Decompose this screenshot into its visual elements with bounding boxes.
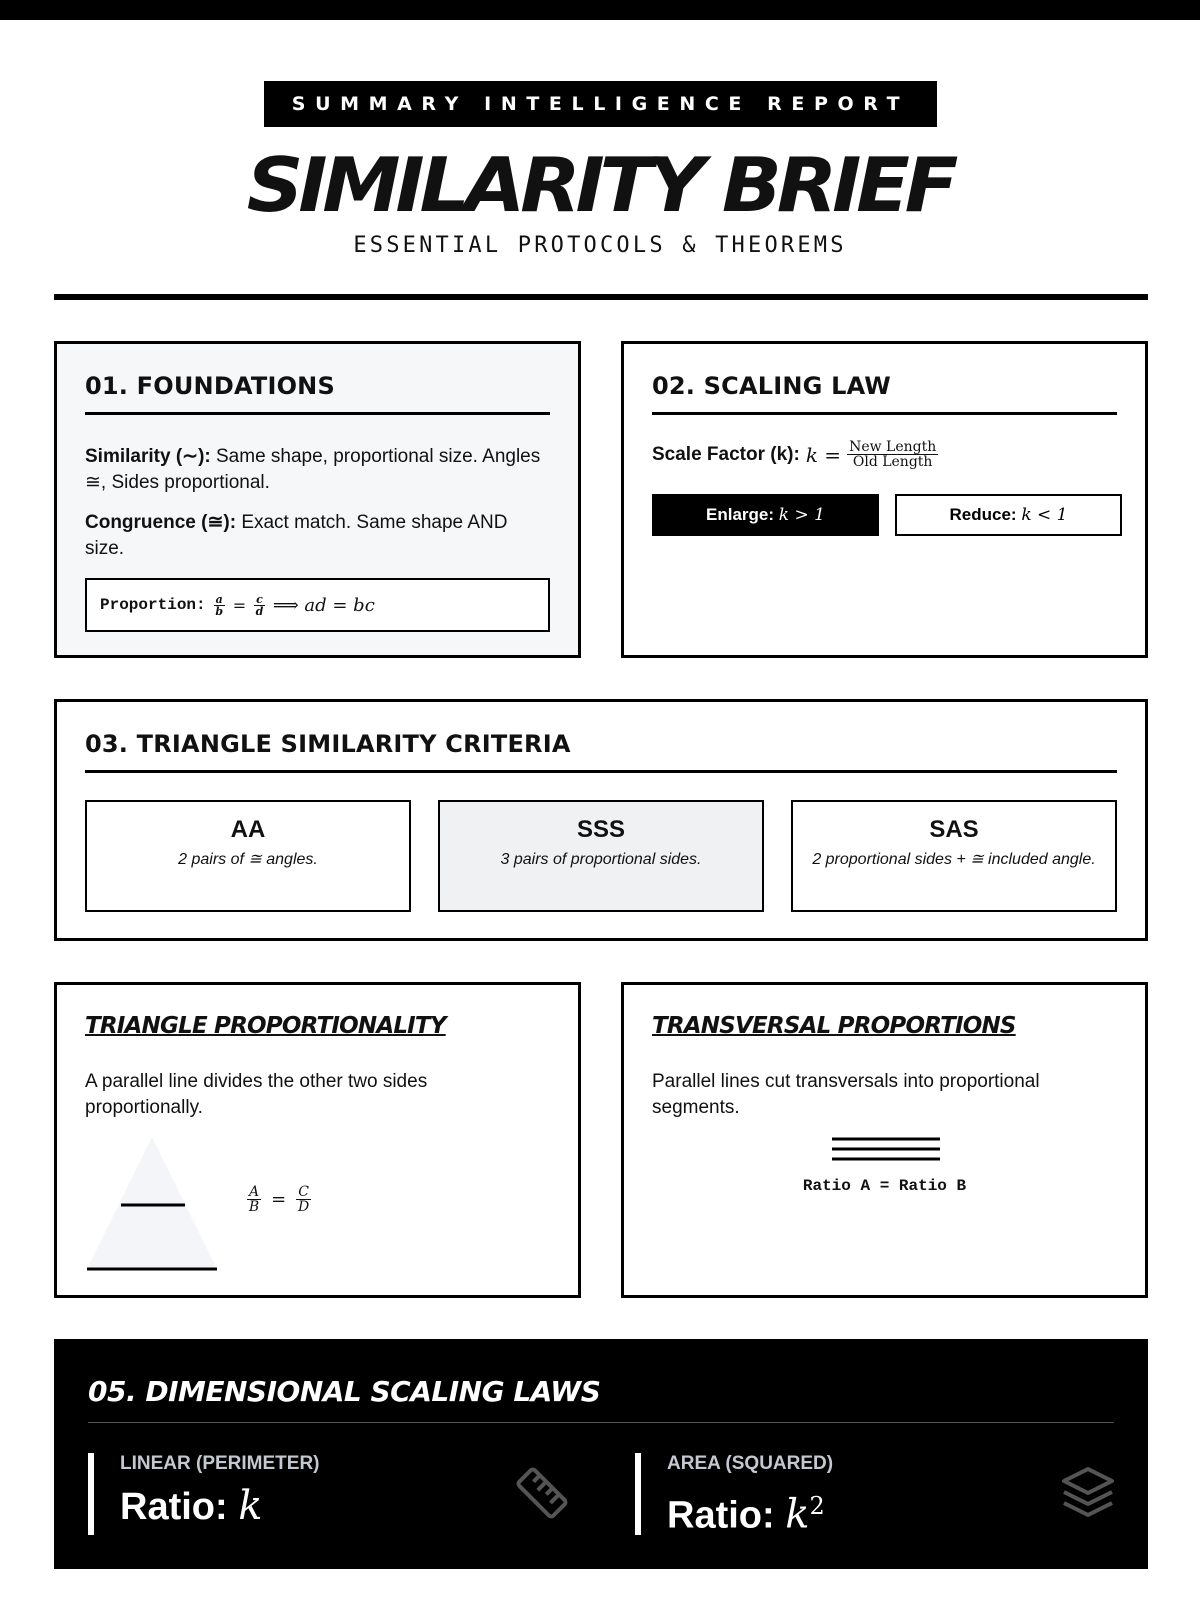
criterion-desc: 2 proportional sides + ≅ included angle. xyxy=(812,851,1096,868)
congruence-definition xyxy=(85,510,550,562)
frac-a: a xyxy=(215,592,223,606)
frac-c: c xyxy=(256,592,263,606)
criteria-card xyxy=(54,699,1148,941)
area-value xyxy=(667,1481,833,1541)
dimensional-heading: 05. DIMENSIONAL SCALING LAWS xyxy=(88,1375,1114,1423)
area-label: AREA (SQUARED) xyxy=(667,1453,834,1474)
transversal-card xyxy=(621,982,1148,1298)
triangle-shape xyxy=(87,1137,217,1269)
fraction-a-over-b xyxy=(247,1185,261,1214)
num-c: C xyxy=(298,1184,309,1200)
area-exponent: 2 xyxy=(809,1492,825,1520)
similarity-text: Same shape, proportional size. Angles ≅, Sides proportional. xyxy=(85,446,541,493)
linear-value-math: k xyxy=(238,1483,263,1529)
proportion-label: Proportion: xyxy=(100,596,206,614)
area-scaling-item xyxy=(635,1453,834,1538)
proportion-box xyxy=(85,578,550,632)
header-divider xyxy=(54,294,1148,300)
criterion-desc: 2 pairs of ≅ angles. xyxy=(178,851,318,868)
enlarge-badge xyxy=(652,494,879,536)
similarity-term: Similarity (∼): xyxy=(85,446,211,467)
layers-icon xyxy=(1060,1465,1116,1521)
proportion-result: ⟹ ad = bc xyxy=(272,594,375,616)
congruence-text: Exact match. Same shape AND size. xyxy=(85,512,508,559)
triangle-diagram xyxy=(87,1137,217,1272)
scale-numerator: New Length xyxy=(849,439,937,455)
fraction-c-over-d xyxy=(296,1185,311,1214)
reduce-math: k < 1 xyxy=(1021,505,1068,525)
linear-value xyxy=(120,1481,320,1532)
linear-label: LINEAR (PERIMETER) xyxy=(120,1453,320,1474)
scaling-card xyxy=(621,341,1148,658)
transversal-text: Parallel lines cut transversals into proportional segments. xyxy=(652,1071,1040,1118)
area-value-prefix: Ratio: xyxy=(667,1494,775,1537)
scale-fraction xyxy=(847,440,938,469)
linear-value-prefix: Ratio: xyxy=(120,1486,228,1528)
reduce-badge xyxy=(895,494,1122,536)
triangle-ratio xyxy=(247,1185,311,1214)
criterion-title: AA xyxy=(230,816,266,843)
parallel-lines-diagram xyxy=(832,1136,940,1164)
page-title: SIMILARITY BRIEF xyxy=(246,141,954,229)
ruler-icon xyxy=(514,1465,570,1521)
scale-factor-formula xyxy=(652,440,938,469)
area-value-math: k xyxy=(785,1491,810,1538)
report-kicker: SUMMARY INTELLIGENCE REPORT xyxy=(264,81,937,127)
triangle-proportionality-card xyxy=(54,982,581,1298)
congruence-term: Congruence (≅): xyxy=(85,512,237,533)
scale-denominator: Old Length xyxy=(852,454,933,470)
criterion-sss xyxy=(438,800,764,912)
scale-factor-label: Scale Factor (k): xyxy=(652,443,800,465)
triangle-proportionality-heading: TRIANGLE PROPORTIONALITY xyxy=(85,1013,446,1039)
equals-sign: = xyxy=(232,595,247,615)
reduce-label: Reduce: xyxy=(949,505,1017,524)
criterion-title: SSS xyxy=(576,816,626,843)
fraction-c-d xyxy=(254,594,265,617)
enlarge-label: Enlarge: xyxy=(706,505,775,524)
k-equals: k = xyxy=(805,442,842,467)
transversal-ratio: Ratio A = Ratio B xyxy=(802,1177,967,1195)
page-subtitle: ESSENTIAL PROTOCOLS & THEOREMS xyxy=(353,233,847,258)
den-b: B xyxy=(248,1199,260,1215)
criterion-title: SAS xyxy=(929,816,979,843)
foundations-card xyxy=(54,341,581,658)
criterion-sas xyxy=(791,800,1117,912)
den-d: D xyxy=(297,1199,310,1215)
frac-d: d xyxy=(255,604,264,618)
dimensional-panel xyxy=(54,1339,1148,1569)
top-bar xyxy=(0,0,1200,20)
scaling-heading: 02. SCALING LAW xyxy=(652,372,1117,415)
enlarge-math: k > 1 xyxy=(778,505,825,525)
triangle-proportionality-text: A parallel line divides the other two sides proportionally. xyxy=(85,1071,428,1118)
foundations-heading: 01. FOUNDATIONS xyxy=(85,372,550,415)
fraction-a-b xyxy=(214,594,225,617)
frac-b: b xyxy=(215,604,224,618)
criteria-heading: 03. TRIANGLE SIMILARITY CRITERIA xyxy=(85,730,1117,773)
linear-scaling-item xyxy=(88,1453,320,1535)
similarity-definition xyxy=(85,444,550,496)
ratio-equals: = xyxy=(271,1189,287,1210)
num-a: A xyxy=(249,1184,260,1200)
criterion-desc: 3 pairs of proportional sides. xyxy=(500,851,702,868)
transversal-heading: TRANSVERSAL PROPORTIONS xyxy=(652,1013,1016,1039)
criterion-aa xyxy=(85,800,411,912)
